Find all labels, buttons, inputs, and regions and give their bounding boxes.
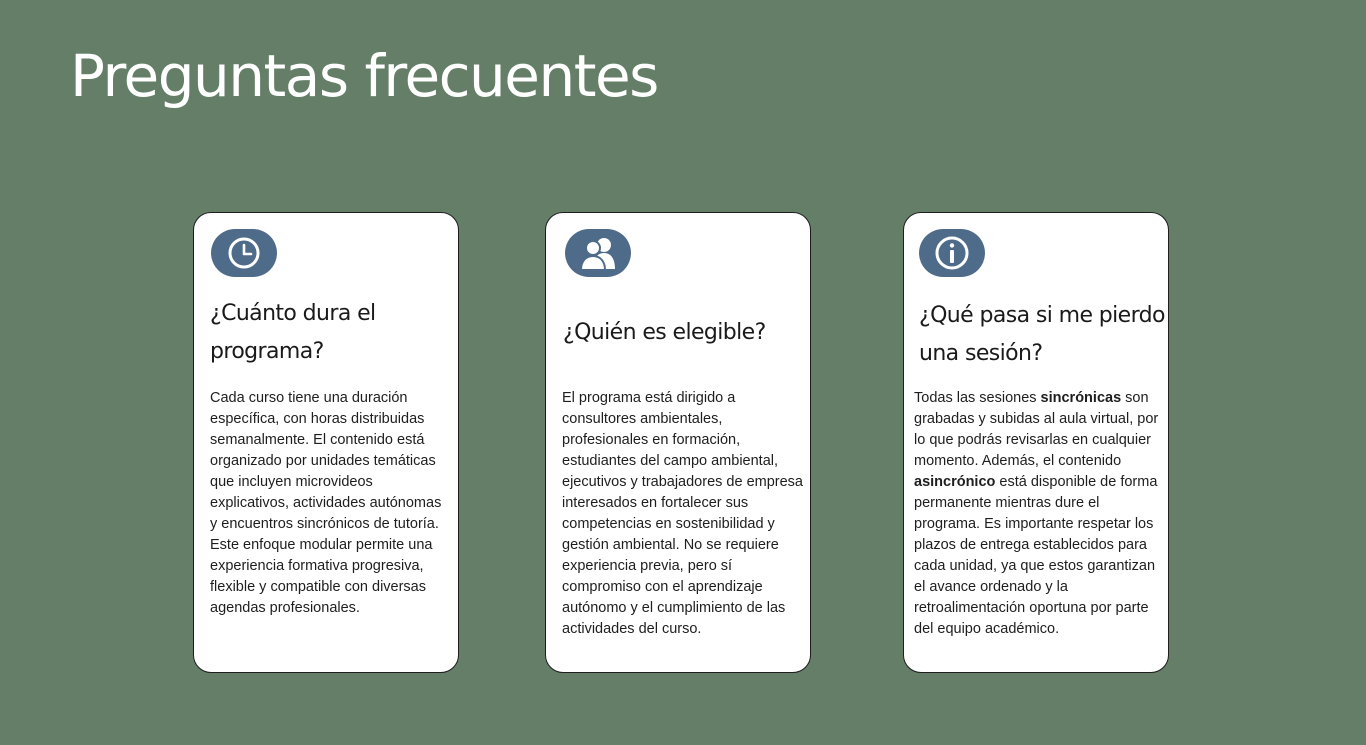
answer-text: está disponible de forma permanente mientras dure el programa. Es importante respetar los plazos de entrega establecidos para cada unidad, ya que estos garantizan el avance ordenado y la retroalimentación oportuna por parte del equipo académico. <box>914 474 1158 637</box>
page-title: Preguntas frecuentes <box>70 42 658 110</box>
answer-text: Cada curso tiene una duración específica, con horas distribuidas semanalmente. El contenido está organizado por unidades temáticas que incluyen microvideos explicativos, actividades autónomas y encuentros sincrónicos de tutoría. Este enfoque modular permite una experiencia formativa progresiva, flexible y compatible con diversas agendas profesionales. <box>210 390 442 616</box>
answer-emphasis: sincrónicas <box>1040 390 1122 406</box>
answer-emphasis: asincrónico <box>914 474 996 490</box>
faq-card-duration <box>193 212 459 673</box>
faq-icon-badge <box>211 229 277 277</box>
faq-answer <box>210 388 448 619</box>
faq-question: ¿Cuánto dura el programa? <box>210 301 376 364</box>
faq-icon-badge <box>565 229 631 277</box>
answer-text: Todas las sesiones <box>914 390 1041 406</box>
users-icon <box>578 235 618 271</box>
faq-card-eligibility <box>545 212 811 673</box>
info-icon <box>934 235 970 271</box>
answer-text: son grabadas y subidas al aula virtual, por lo que podrás revisarlas en cualquier momento. Además, el contenido <box>914 390 1159 469</box>
faq-answer <box>562 388 804 640</box>
faq-question: ¿Qué pasa si me pierdo una sesión? <box>919 303 1165 366</box>
faq-icon-badge <box>919 229 985 277</box>
faq-card-missed-session <box>903 212 1169 673</box>
answer-text: El programa está dirigido a consultores ambientales, profesionales en formación, estudiantes del campo ambiental, ejecutivos y trabajadores de empresa interesados en fortalecer sus competencias en sostenibilidad y gestión ambiental. No se requiere experiencia previa, pero sí compromiso con el aprendizaje autónomo y el cumplimiento de las actividades del curso. <box>562 390 803 637</box>
faq-question: ¿Quién es elegible? <box>563 320 766 345</box>
clock-icon <box>227 236 261 270</box>
faq-answer <box>914 388 1162 640</box>
